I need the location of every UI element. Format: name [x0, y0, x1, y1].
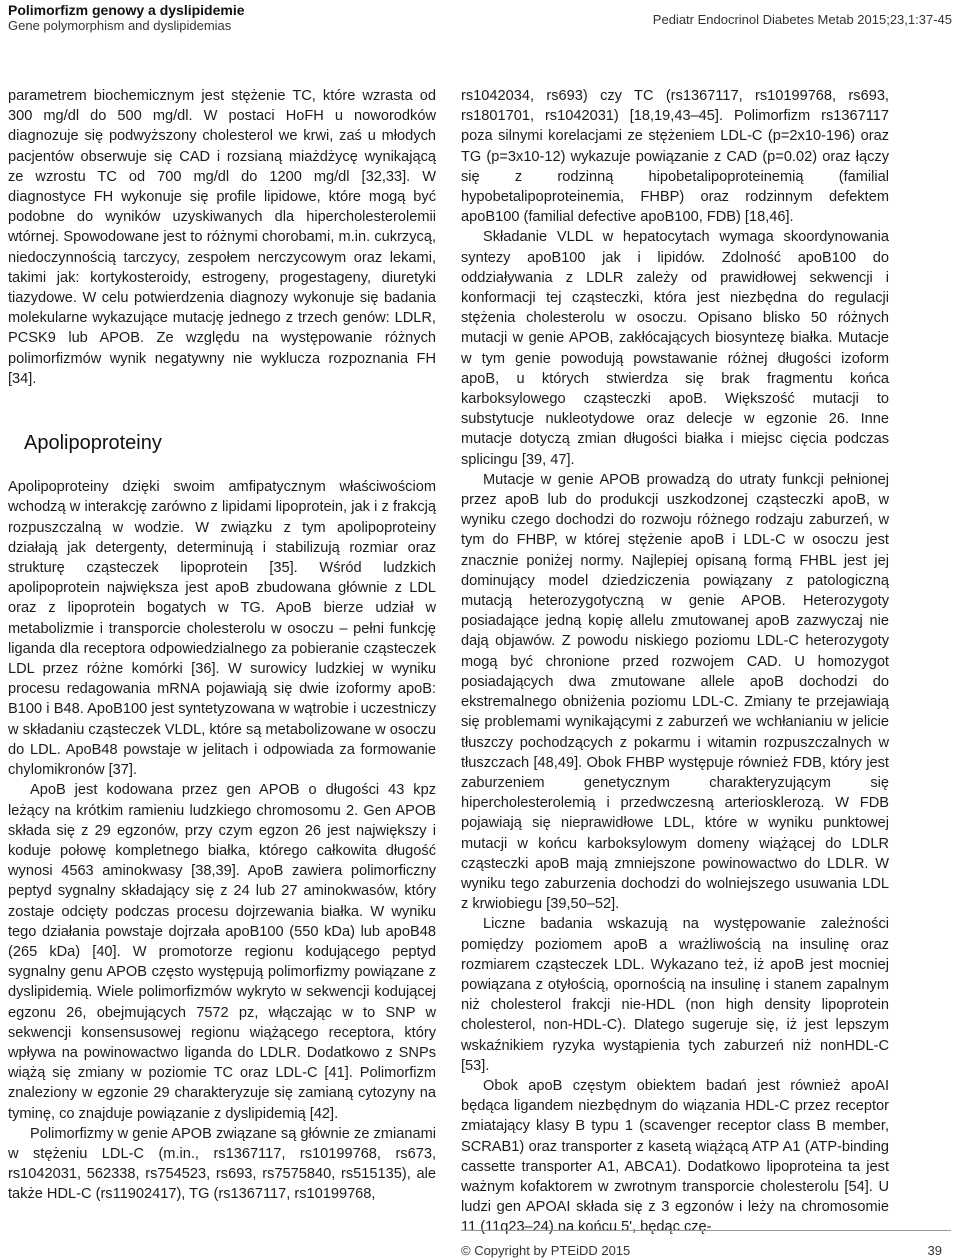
- paragraph: Składanie VLDL w hepatocytach wymaga skoordynowania syntezy apoB100 jak i lipidów. Zdolność apoB100 do oddziaływania z LDLR zależy od prawidłowej sekwencji i konformacji tej cząsteczki, która jest niezbędna do regulacji stężenia cholesterolu w osoczu. Opisano blisko 50 różnych mutacji w genie APOB, zakłócających biosyntezę białka. Mutacje w tym genie powodują powstawanie różnej długości izoform apoB, u których stwierdza się brak fragmentu końca karboksylowego cząsteczki apoB. Większość mutacji to substytucje nukleotydowe oraz delecje w egzonie 26. Inne mutacje dotyczą zmian długości białka i miejsc cięcia podczas splicingu [39, 47].: [461, 229, 889, 468]
- paragraph: Apolipoproteiny dzięki swoim amfipatycznym właściwościom wchodzą w interakcję zarówno z lipidami lipoprotein, jak i z frakcją rozpuszczalną w wodzie. W związku z tym apolipoproteiny działają jak detergenty, determinują i stabilizują rozmiar oraz strukturę cząsteczek lipoprotein [35]. Wśród ludzkich apolipoprotein największa jest apoB zbudowana głównie z LDL oraz z lipoprotein bogatych w TG. ApoB bierze udział w metabolizmie i transporcie cholesterolu w osoczu – pełni funkcję liganda dla receptora odpowiedzialnego za pobieranie cząsteczek LDL przez różne komórki [36]. W surowicy ludzkiej w wyniku procesu redagowania mRNA pojawiają się dwie izoformy apoB: B100 i B48. ApoB100 jest syntetyzowana w wątrobie i uczestniczy w składaniu cząsteczek VLDL, które są metabolizowane w osoczu do LDL. ApoB48 powstaje w jelitach i odpowiada za formowanie chylomikronów [37].: [8, 479, 436, 779]
- section-heading: Apolipoproteiny: [24, 432, 162, 455]
- copyright-notice: © Copyright by PTEiDD 2015: [461, 1243, 631, 1258]
- footer-divider: [461, 1230, 951, 1231]
- paragraph: Liczne badania wskazują na występowanie zależności pomiędzy poziomem apoB a wrażliwością na insulinę oraz rozmiarem cząsteczek LDL. Wykazano też, iż apoB jest mocniej powiązana z otyłością, opornością na insulinę i stanem zapalnym niż cholesterol frakcji nie-HDL (non high density lipoprotein cholesterol, non-HDL-C). Dlatego sugeruje się, iż jest lepszym wskaźnikiem ryzyka wystąpienia tych zaburzeń niż nonHDL-C [53].: [461, 916, 889, 1074]
- right-column: [461, 86, 889, 1238]
- paragraph: parametrem biochemicznym jest stężenie TC, które wzrasta od 300 mg/dl do 500 mg/dl. W postaci HoFH u noworodków diagnozuje się podwyższony cholesterol we krwi, zaś u młodych pacjentów obserwuje się CAD i rozsianą miażdżycę wynikającą ze wzrostu TC od 700 mg/dl do 1200 mg/dl [32,33]. W diagnostyce FH wykonuje się profile lipidowe, które mogą być podobne do wyników uzyskiwanych dla hipercholesterolemii wtórnej. Spowodowane jest to różnymi chorobami, m.in. cukrzycą, niedoczynnością tarczycy, zespołem nerczycowym oraz lekami, takimi jak: kortykosteroidy, estrogeny, progestageny, diuretyki tiazydowe. W celu potwierdzenia diagnozy wykonuje się badania molekularne wykazujące mutację jednego z trzech genów: LDLR, PCSK9 lub APOB. Ze względu na występowanie różnych polimorfizmów wynik negatywny nie wyklucza rozpoznania FH [34].: [8, 88, 436, 387]
- page-number: 39: [927, 1243, 942, 1258]
- paragraph: rs1042034, rs693) czy TC (rs1367117, rs10199768, rs693, rs1801701, rs1042031) [18,19,43–45]. Polimorfizm rs1367117 poza silnymi korelacjami ze stężeniem LDL-C (p=2x10-196) oraz TG (p=3x10-12) wykazuje powiązanie z CAD (p=0.02) oraz łączy się z rodzinną hipobetalipoproteinemią (familial hypobetalipoproteinemia, FHBP) oraz rodzinnym defektem apoB100 (familial defective apoB100, FDB) [18,46].: [461, 88, 889, 226]
- paragraph: Polimorfizmy w genie APOB związane są głównie ze zmianami w stężeniu LDL-C (m.in., rs1367117, rs10199768, rs673, rs1042031, 562338, rs754523, rs693, rs7575840, rs515135), ale także HDL-C (rs11902417), TG (rs1367117, rs10199768,: [8, 1125, 436, 1203]
- paragraph: ApoB jest kodowana przez gen APOB o długości 43 kpz leżący na krótkim ramieniu ludzkiego chromosomu 2. Gen APOB składa się z 29 egzonów, przy czym egzon 26 jest największy i koduje połowę kompletnego białka, którego całkowita długość wynosi 4563 aminokwasy [38,39]. ApoB zawiera polimorficzny peptyd sygnalny składający się z 24 lub 27 aminokwasów, który zostaje odcięty podczas procesu dojrzewania białka. W wyniku tego działania powstaje dojrzała apoB100 (550 kDa) lub apoB48 (265 kDa) [40]. W promotorze regionu kodującego peptyd sygnalny genu APOB często występują polimorfizmy powiązane z dyslipidemią. Wiele polimorfizmów wykryto w sekwencji kodującej egzonu 26, obejmujących 7572 pz, włączając w to SNP w sekwencji konsensusowej regionu wiążącego receptora, który wpływa na powinowactwo liganda do LDLR. Dodatkowo z SNPs wiążą się zmiany w poziomie TC oraz LDL-C [41]. Polimorfizm znaleziony w egzonie 29 charakteryzuje się zamianą cytozyny na tyminę, co znajduje powiązanie z dyslipidemią [42].: [8, 782, 436, 1122]
- paragraph: Mutacje w genie APOB prowadzą do utraty funkcji pełnionej przez apoB lub do produkcji uszkodzonej cząsteczki apoB, w wyniku czego dochodzi do rozwoju różnego rodzaju zaburzeń, w tym do FHBP, w której stężenie apoB i LDL-C w osoczu jest znacznie poniżej normy. Najlepiej opisaną formą FHBL jest jej dominujący model dziedziczenia powiązany z patologiczną mutacją heterozygotyczną w genie APOB. Heterozygoty posiadające jedną kopię allelu zmutowanej apoB zazwyczaj nie dają objawów. Z powodu niskiego poziomu LDL-C heterozygoty mogą być chronione przed rozwojem CAD. U homozygot posiadających dwa zmutowane allele apoB dochodzi do ekstremalnego obniżenia poziomu LDL-C. Zmiany te przejawiają się problemami wynikającymi z zaburzeń we wchłanianiu w jelicie tłuszczy pochodzących z pokarmu i witamin rozpuszczalnych w tłuszczach [48,49]. Obok FHBP występuje również FDB, który jest zaburzeniem genetycznym charakteryzującym się hipercholesterolemią i przedwczesną arteriosklerozą. W FDB pojawiają się nieprawidłowe LDL, które w wyniku punktowej mutacji w końcu karboksylowym domeny wiążącej do LDLR cząsteczki apoB mają zmniejszone powinowactwo do LDLR. W wyniku tego zaburzenia dochodzi do wolniejszego usuwania LDL z krwiobiegu [39,50–52].: [461, 471, 889, 913]
- journal-citation: Pediatr Endocrinol Diabetes Metab 2015;23,1:37-45: [652, 12, 952, 27]
- paragraph: Obok apoB częstym obiektem badań jest również apoAI będąca ligandem niezbędnym do wiązania HDL-C przez receptor zmiatający klasy B typu 1 (scavenger receptor class B member, SCRAB1) oraz transporter z kasetą wiążącą ATP A1 (ATP-binding cassette transporter A1, ABCA1). Dodatkowo lipoproteina ta jest ważnym kofaktorem w zwrotnym transporcie cholesterolu [54]. U ludzi gen APOAI składa się z 3 egzonów i leży na chromosomie 11 (11q23–24) na końcu 5', będąc czę-: [461, 1077, 889, 1236]
- running-header: [8, 2, 245, 34]
- running-title-polish: Polimorfizm genowy a dyslipidemie: [8, 2, 245, 18]
- left-column: [8, 86, 436, 1205]
- running-title-english: Gene polymorphism and dyslipidemias: [8, 18, 232, 33]
